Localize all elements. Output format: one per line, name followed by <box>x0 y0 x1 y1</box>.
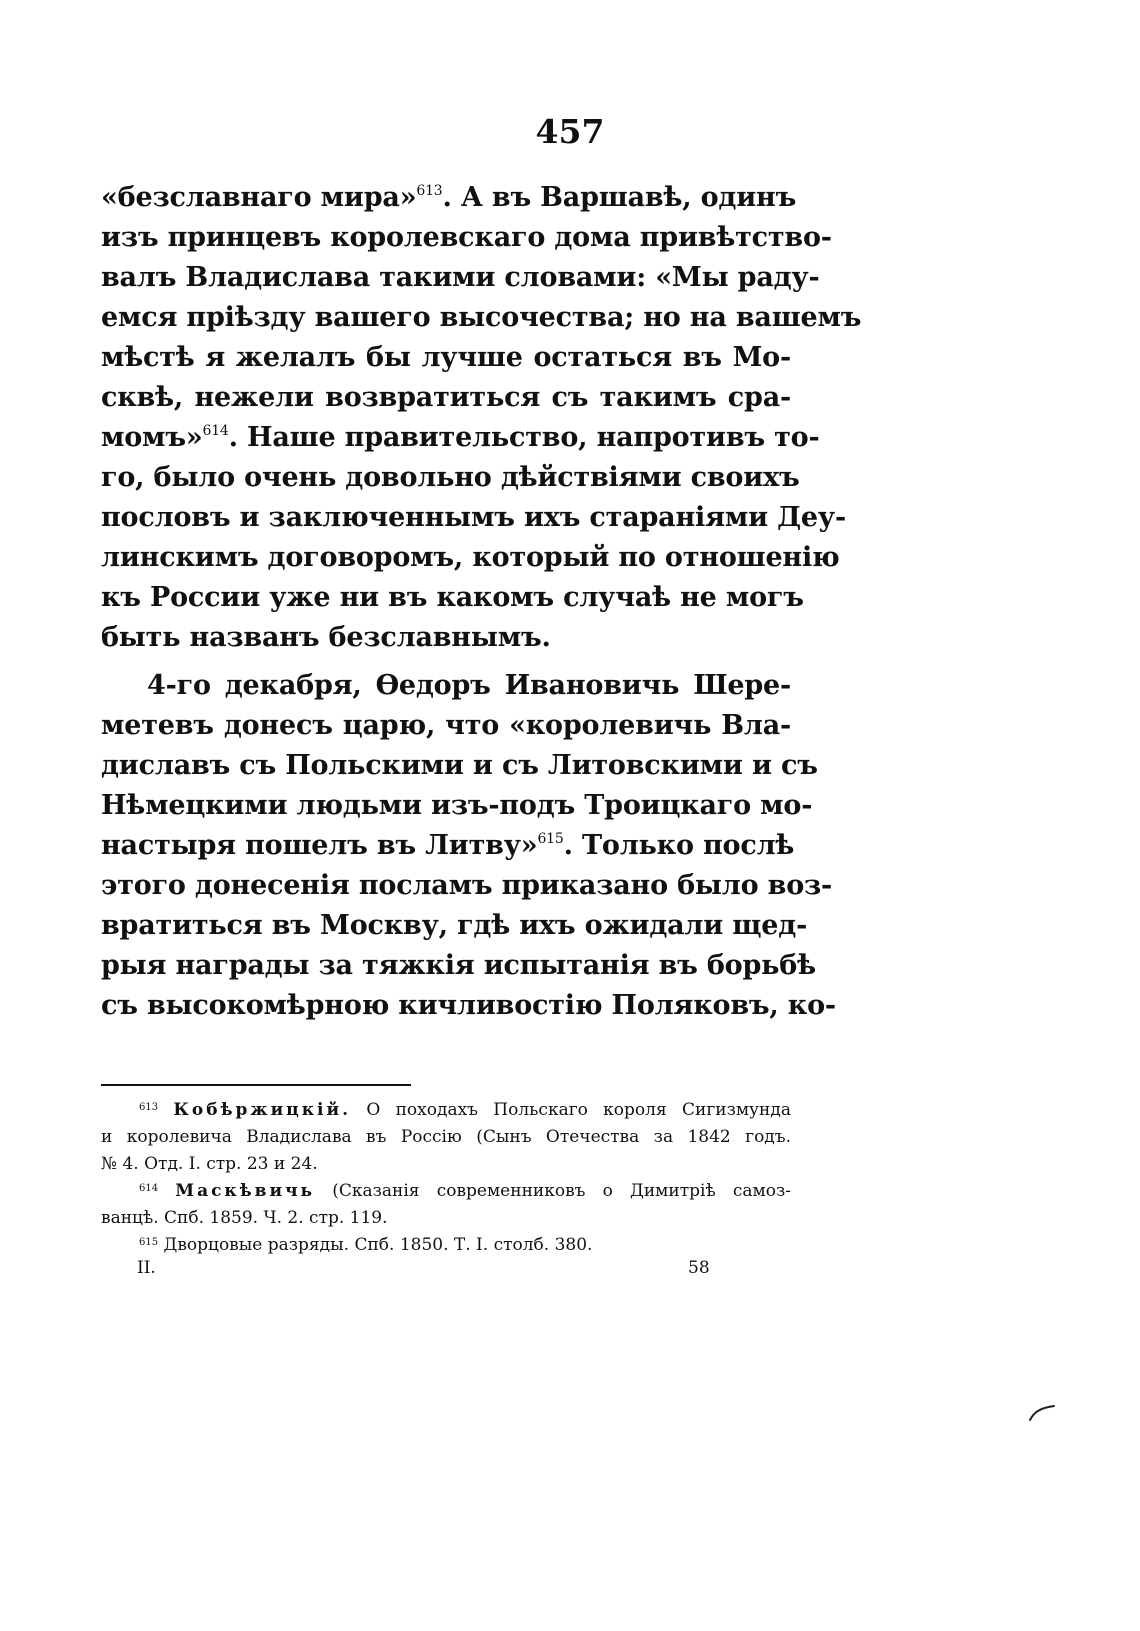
footnote-line: и королевича Владислава въ Россію (Сынъ Отечества за 1842 годъ. <box>101 1127 791 1147</box>
body-text <box>101 178 862 1026</box>
footnote-ref: 615 <box>537 831 564 847</box>
footnote-line: ванцѣ. Спб. 1859. Ч. 2. стр. 119. <box>101 1208 388 1228</box>
footnote-613: $^{613}$ Кобѣржицкій. О походахъ Польскаго короля Сигизмунда <box>139 1100 791 1120</box>
text-line: къ России уже ни въ какомъ случаѣ не могъ <box>101 582 804 613</box>
footnote-author: Маскѣвичь <box>175 1181 316 1201</box>
text-line: вратиться въ Москву, гдѣ ихъ ожидали щед- <box>101 910 808 941</box>
text-line: настыря пошелъ въ Литву»$^{615}$. Только послѣ <box>101 830 795 861</box>
text-line: мѣстѣ я желалъ бы лучше остаться въ Мо- <box>101 342 791 373</box>
text-line: диславъ съ Польскими и съ Литовскими и съ <box>101 750 818 781</box>
text-line: этого донесенія посламъ приказано было воз- <box>101 870 833 901</box>
text-line: момъ»$^{614}$. Наше правительство, напротивъ то- <box>101 422 820 453</box>
footnotes <box>101 1097 791 1259</box>
text-line: валъ Владислава такими словами: «Мы раду- <box>101 262 820 293</box>
pen-stroke-icon <box>1028 1400 1058 1424</box>
text-line: метевъ донесъ царю, что «королевичь Вла- <box>101 710 791 741</box>
text-line: Нѣмецкими людьми изъ-подъ Троицкаго мо- <box>101 790 813 821</box>
signature-mark-sheet: 58 <box>688 1258 710 1278</box>
text-line: пословъ и заключеннымъ ихъ стараніями Деу- <box>101 502 846 533</box>
text-line: емся пріѣзду вашего высочества; но на вашемъ <box>101 302 862 333</box>
text-line: «безславнаго мира»$^{613}$. А въ Варшавѣ, одинъ <box>101 182 797 213</box>
page-number: 457 <box>535 112 605 151</box>
footnote-divider <box>101 1084 411 1086</box>
footnote-author: Кобѣржицкій. <box>173 1100 351 1120</box>
footnote-ref: 613 <box>416 183 443 199</box>
footnote-614: $^{614}$ Маскѣвичь (Сказанія современниковъ о Димитріѣ самоз- <box>139 1181 791 1201</box>
text-line: рыя награды за тяжкія испытанія въ борьбѣ <box>101 950 816 981</box>
footnote-line: № 4. Отд. I. стр. 23 и 24. <box>101 1154 318 1174</box>
text-line: изъ принцевъ королевскаго дома привѣтство- <box>101 222 832 253</box>
text-line: съ высокомѣрною кичливостію Поляковъ, ко- <box>101 990 836 1021</box>
text-line: линскимъ договоромъ, который по отношенію <box>101 542 840 573</box>
text-line: быть названъ безславнымъ. <box>101 622 551 653</box>
signature-mark-volume: II. <box>137 1258 156 1278</box>
text-line: сквѣ, нежели возвратиться съ такимъ сра- <box>101 382 791 413</box>
footnote-615: $^{615}$ Дворцовые разряды. Спб. 1850. Т. I. столб. 380. <box>139 1235 593 1255</box>
text-line: го, было очень довольно дѣйствіями своихъ <box>101 462 800 493</box>
text-line: 4-го декабря, Ѳедоръ Ивановичь Шере- <box>147 670 791 701</box>
footnote-ref: 614 <box>202 423 229 439</box>
